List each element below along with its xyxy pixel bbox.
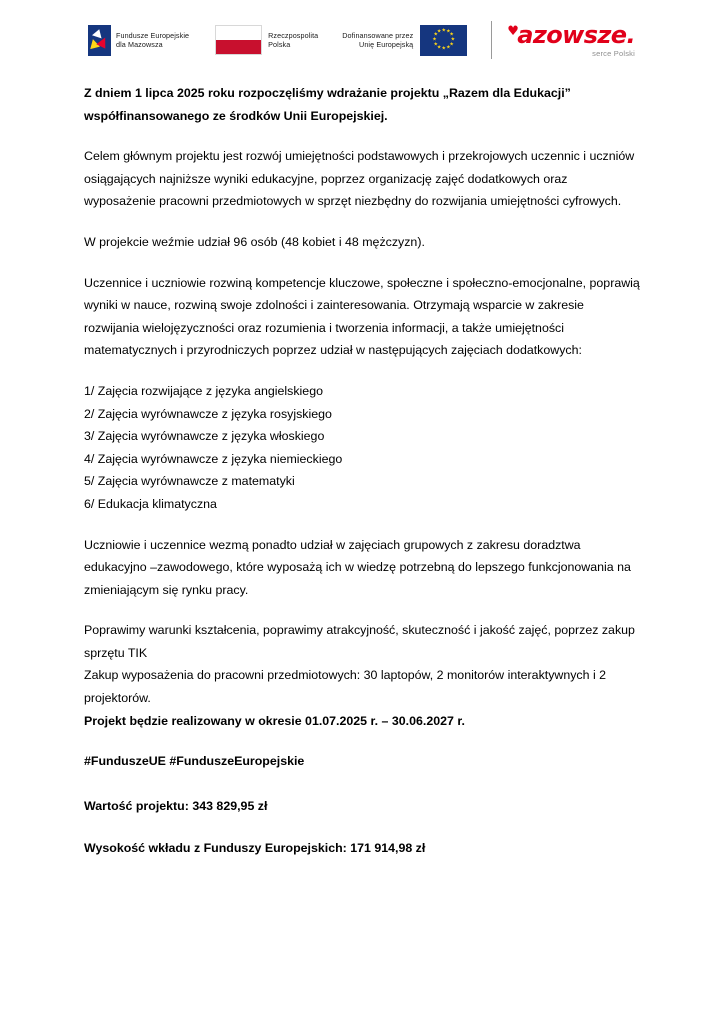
list-item: 3/ Zajęcia wyrównawcze z języka włoskiego <box>84 429 325 444</box>
logo-fundusze-europejskie <box>88 20 189 60</box>
eu-flag-star-icon: ★ <box>449 41 455 48</box>
logo-fe-line1: Fundusze Europejskie <box>116 30 190 40</box>
funding-logo-bar <box>88 16 638 64</box>
heart-icon: ♥ <box>507 23 519 39</box>
eu-flag-star-icon: ★ <box>433 31 439 38</box>
list-item: 2/ Zajęcia wyrównawcze z języka rosyjskiego <box>84 406 332 421</box>
paragraph-intro: Z dniem 1 lipca 2025 roku rozpoczęliśmy wdrażanie projektu „Razem dla Edukacji” współfinansowanego ze środków Unii Europejskiej. <box>84 86 571 123</box>
logo-rp-line1: Rzeczpospolita <box>268 30 319 40</box>
list-item: 4/ Zajęcia wyrównawcze z języka niemieckiego <box>84 451 343 466</box>
logo-ue-caption <box>342 31 413 50</box>
list-item: 6/ Edukacja klimatyczna <box>84 496 217 511</box>
eu-flag-star-icon: ★ <box>449 31 455 38</box>
activities-list <box>84 380 642 516</box>
polish-flag-white-band <box>216 26 261 40</box>
eu-flag-icon <box>420 25 467 56</box>
mazowsze-wordmark <box>507 20 635 49</box>
eu-flag-star-icon: ★ <box>432 36 437 43</box>
eu-flag-star-icon: ★ <box>446 44 451 51</box>
polish-flag-red-band <box>216 40 261 54</box>
logo-rzeczpospolita-polska <box>215 20 318 60</box>
logo-dofinansowane-ue <box>342 20 467 60</box>
eu-flag-star-icon: ★ <box>436 44 442 51</box>
hashtags: #FunduszeUE #FunduszeEuropejskie <box>84 754 305 769</box>
paragraph-competences: Uczennice i uczniowie rozwiną kompetencje kluczowe, społeczne i społeczno-emocjonalne, poprawią wyniki w nauce, rozwiną swoje zdolności i zainteresowania. Otrzymają wsparcie w zakresie rozwijania wielojęzyczności oraz rozumienia i tworzenia informacji, a także umiejętności matematycznych i przyrodniczych poprzez udział w następujących zajęciach dodatkowych: <box>84 275 640 358</box>
logo-ue-line1: Dofinansowane przez <box>342 30 414 40</box>
eu-flag-star-icon: ★ <box>433 41 439 48</box>
mazowsze-wordmark-text: azowsze. <box>517 20 635 49</box>
eu-flag-star-icon: ★ <box>441 27 447 34</box>
project-value: Wartość projektu: 343 829,95 zł <box>84 798 268 813</box>
eu-flag-star-icon: ★ <box>441 45 447 52</box>
logo-ue-line2: Unię Europejską <box>359 40 414 49</box>
list-item: 1/ Zajęcia rozwijające z języka angielskiego <box>84 383 323 398</box>
logo-fe-line2: dla Mazowsza <box>116 40 163 49</box>
mazowsze-tagline: serce Polski <box>592 48 635 58</box>
header-divider <box>491 21 492 59</box>
polish-flag-icon <box>215 25 262 55</box>
paragraph-counselling: Uczniowie i uczennice wezmą ponadto udział w zajęciach grupowych z zakresu doradztwa edukacyjno –zawodowego, które wyposażą ich w wiedzę potrzebną do lepszego funkcjonowania na zmieniającym się rynku pracy. <box>84 537 631 597</box>
logo-rp-line2: Polska <box>268 40 291 49</box>
eu-flag-star-icon: ★ <box>436 28 442 35</box>
logo-mazowsze <box>507 20 635 58</box>
eu-flag-star-icon: ★ <box>450 36 456 43</box>
eu-contribution: Wysokość wkładu z Funduszy Europejskich: 171 914,98 zł <box>84 841 426 856</box>
paragraph-equipment-2: Zakup wyposażenia do pracowni przedmiotowych: 30 laptopów, 2 monitorów interaktywnych i 2 projektorów. <box>84 668 607 706</box>
paragraph-period: Projekt będzie realizowany w okresie 01.07.2025 r. – 30.06.2027 r. <box>84 713 465 728</box>
logo-fundusze-europejskie-caption <box>116 31 189 50</box>
list-item: 5/ Zajęcia wyrównawcze z matematyki <box>84 474 295 489</box>
paragraph-goal: Celem głównym projektu jest rozwój umiejętności podstawowych i przekrojowych uczennic i uczniów osiągających najniższe wyniki edukacyjne, poprzez organizację zajęć dodatkowych oraz wyposażenie pracowni przedmiotowych w sprzęt niezbędny do rozwijania umiejętności cyfrowych. <box>84 149 635 209</box>
eu-funds-mark-icon <box>88 25 111 56</box>
document-body <box>84 82 642 860</box>
paragraph-equipment-1: Poprawimy warunki kształcenia, poprawimy atrakcyjność, skuteczność i jakość zajęć, poprzez zakup sprzętu TIK <box>84 623 635 660</box>
logo-rzeczpospolita-caption <box>268 31 318 50</box>
eu-flag-star-icon: ★ <box>446 28 451 35</box>
paragraph-participants: W projekcie weźmie udział 96 osób (48 kobiet i 48 mężczyzn). <box>84 234 425 249</box>
